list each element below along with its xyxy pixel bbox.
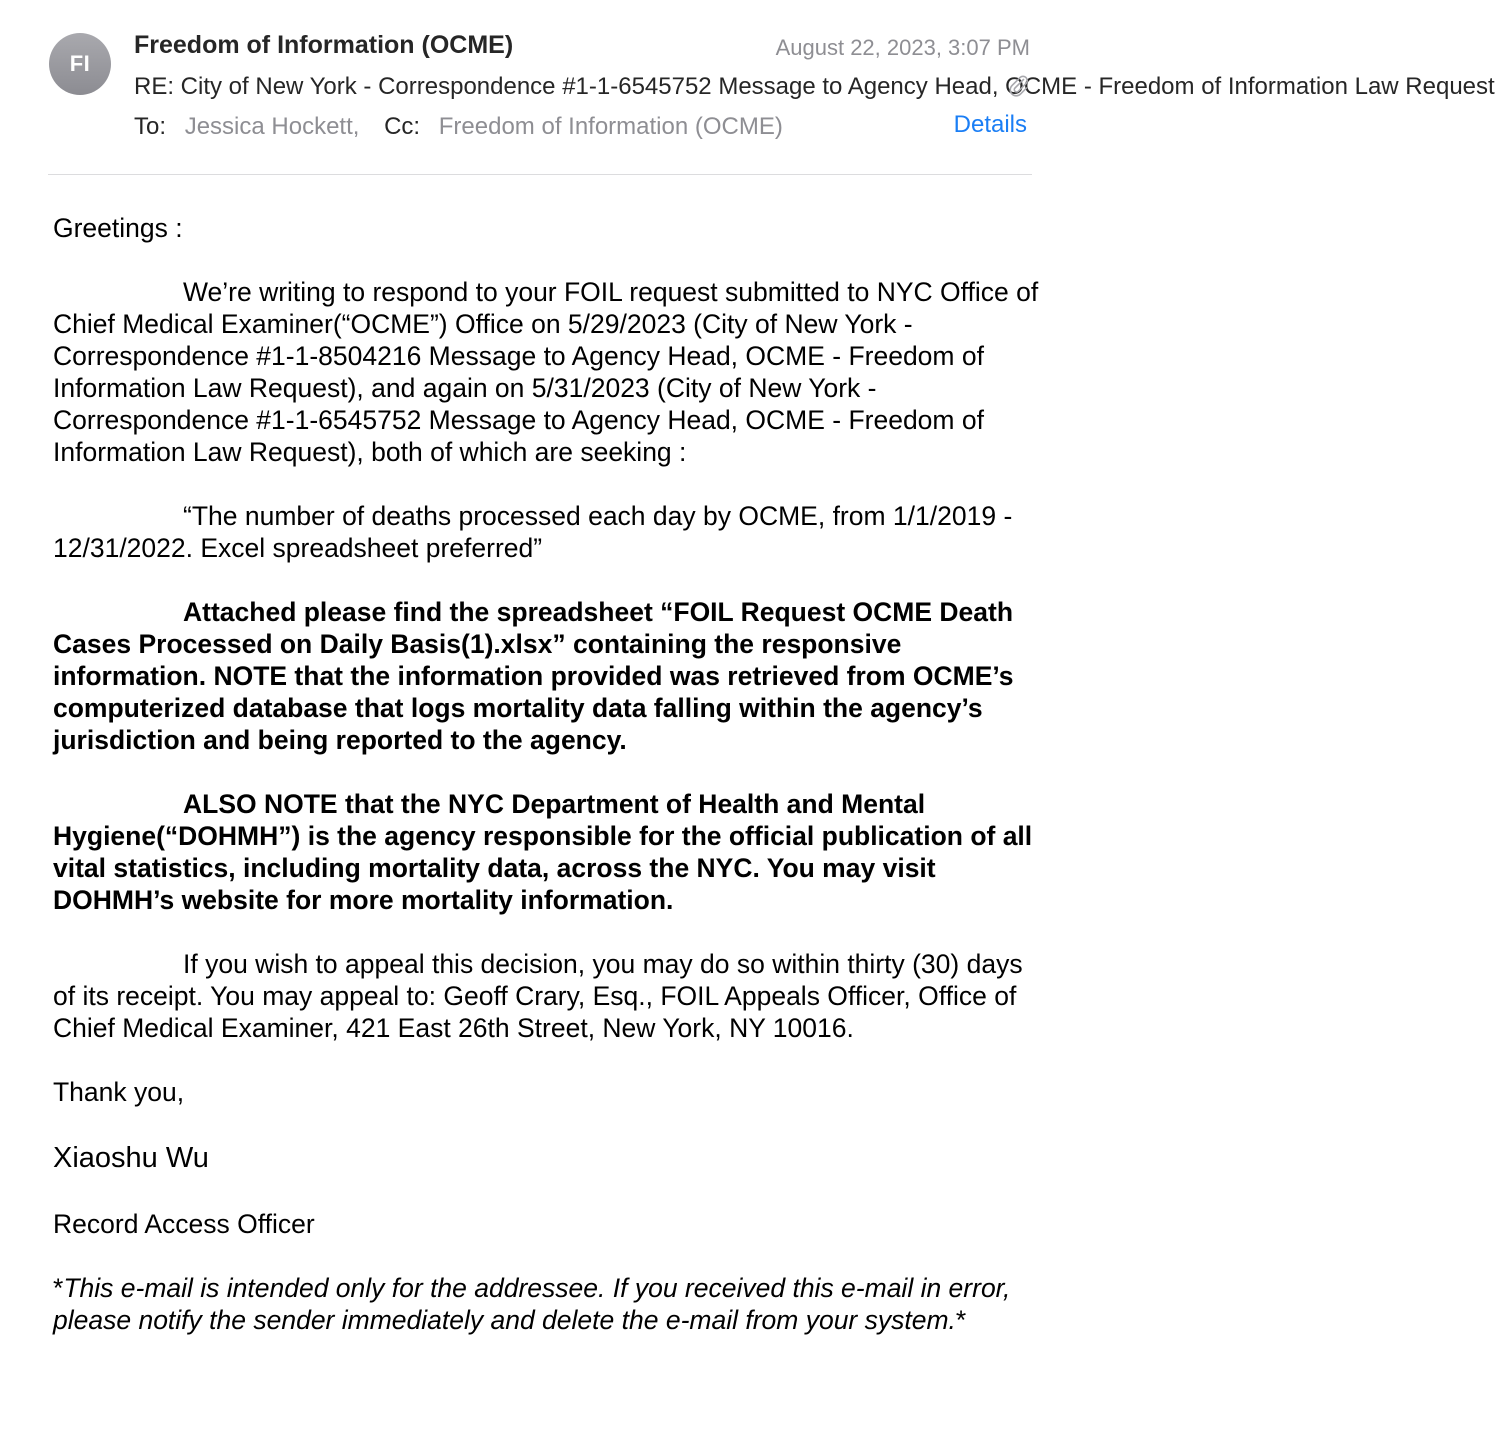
attachment-paragraph (53, 596, 1045, 756)
message-header (0, 0, 1495, 176)
cc-label: Cc: (384, 113, 421, 140)
quoted-request (53, 500, 1045, 564)
attachment-paragraph-text: Attached please find the spreadsheet “FOIL Request OCME Death Cases Processed on Daily Basis(1).xlsx” containing the responsive information. NOTE that the information provided was retrieved from OCME’s computerized database that logs mortality data falling within the agency’s jurisdiction and being reported to the agency. (53, 597, 1014, 755)
dohmh-note-text: ALSO NOTE that the NYC Department of Health and Mental Hygiene(“DOHMH”) is the agency responsible for the official publication of all vital statistics, including mortality data, across the NYC. You may visit DOHMH’s website for more mortality information. (53, 789, 1033, 915)
message-body (53, 212, 1045, 1368)
disclaimer-star: * (53, 1273, 64, 1303)
closing: Thank you, (53, 1077, 185, 1107)
request-paragraph (53, 276, 1045, 468)
disclaimer (53, 1272, 1045, 1336)
greeting: Greetings : (53, 213, 183, 243)
appeal-paragraph-text: If you wish to appeal this decision, you may do so within thirty (30) days of its receipt. You may appeal to: Geoff Crary, Esq., FOIL Appeals Officer, Office of Chief Medical Examiner, 421 East 26th Street, New York, NY 10016. (53, 949, 1023, 1043)
signature-name: Xiaoshu Wu (53, 1142, 209, 1174)
quoted-request-text: “The number of deaths processed each day by OCME, from 1/1/2019 - 12/31/2022. Excel spreadsheet preferred” (53, 501, 1013, 563)
cc-recipient[interactable]: Freedom of Information (OCME) (438, 113, 783, 140)
sender-name: Freedom of Information (OCME) (134, 31, 514, 59)
disclaimer-end-star: * (955, 1305, 967, 1335)
disclaimer-text: This e-mail is intended only for the addressee. If you received this e-mail in error, please notify the sender immediately and delete the e-mail from your system. (53, 1273, 1011, 1335)
message-subject: RE: City of New York - Correspondence #1-1-6545752 Message to Agency Head, OCME - Freedom of Information Law Request (134, 73, 1495, 100)
details-link[interactable]: Details (953, 111, 1027, 138)
signature-title: Record Access Officer (53, 1209, 315, 1239)
to-label: To: (134, 113, 167, 140)
appeal-paragraph (53, 948, 1045, 1044)
to-recipient[interactable]: Jessica Hockett, (184, 113, 360, 140)
header-divider (48, 174, 1032, 175)
sender-avatar: FI (49, 33, 111, 95)
dohmh-note-paragraph (53, 788, 1045, 916)
message-date: August 22, 2023, 3:07 PM (775, 35, 1030, 60)
recipients-line (134, 113, 783, 141)
paperclip-icon (1006, 73, 1030, 97)
request-paragraph-text: We’re writing to respond to your FOIL request submitted to NYC Office of Chief Medical Examiner(“OCME”) Office on 5/29/2023 (City of New York - Correspondence #1-1-8504216 Message to Agency Head, OCME - Freedom of Information Law Request), and again on 5/31/2023 (City of New York - Correspondence #1-1-6545752 Message to Agency Head, OCME - Freedom of Information Law Request), both of which are seeking : (53, 277, 1039, 467)
